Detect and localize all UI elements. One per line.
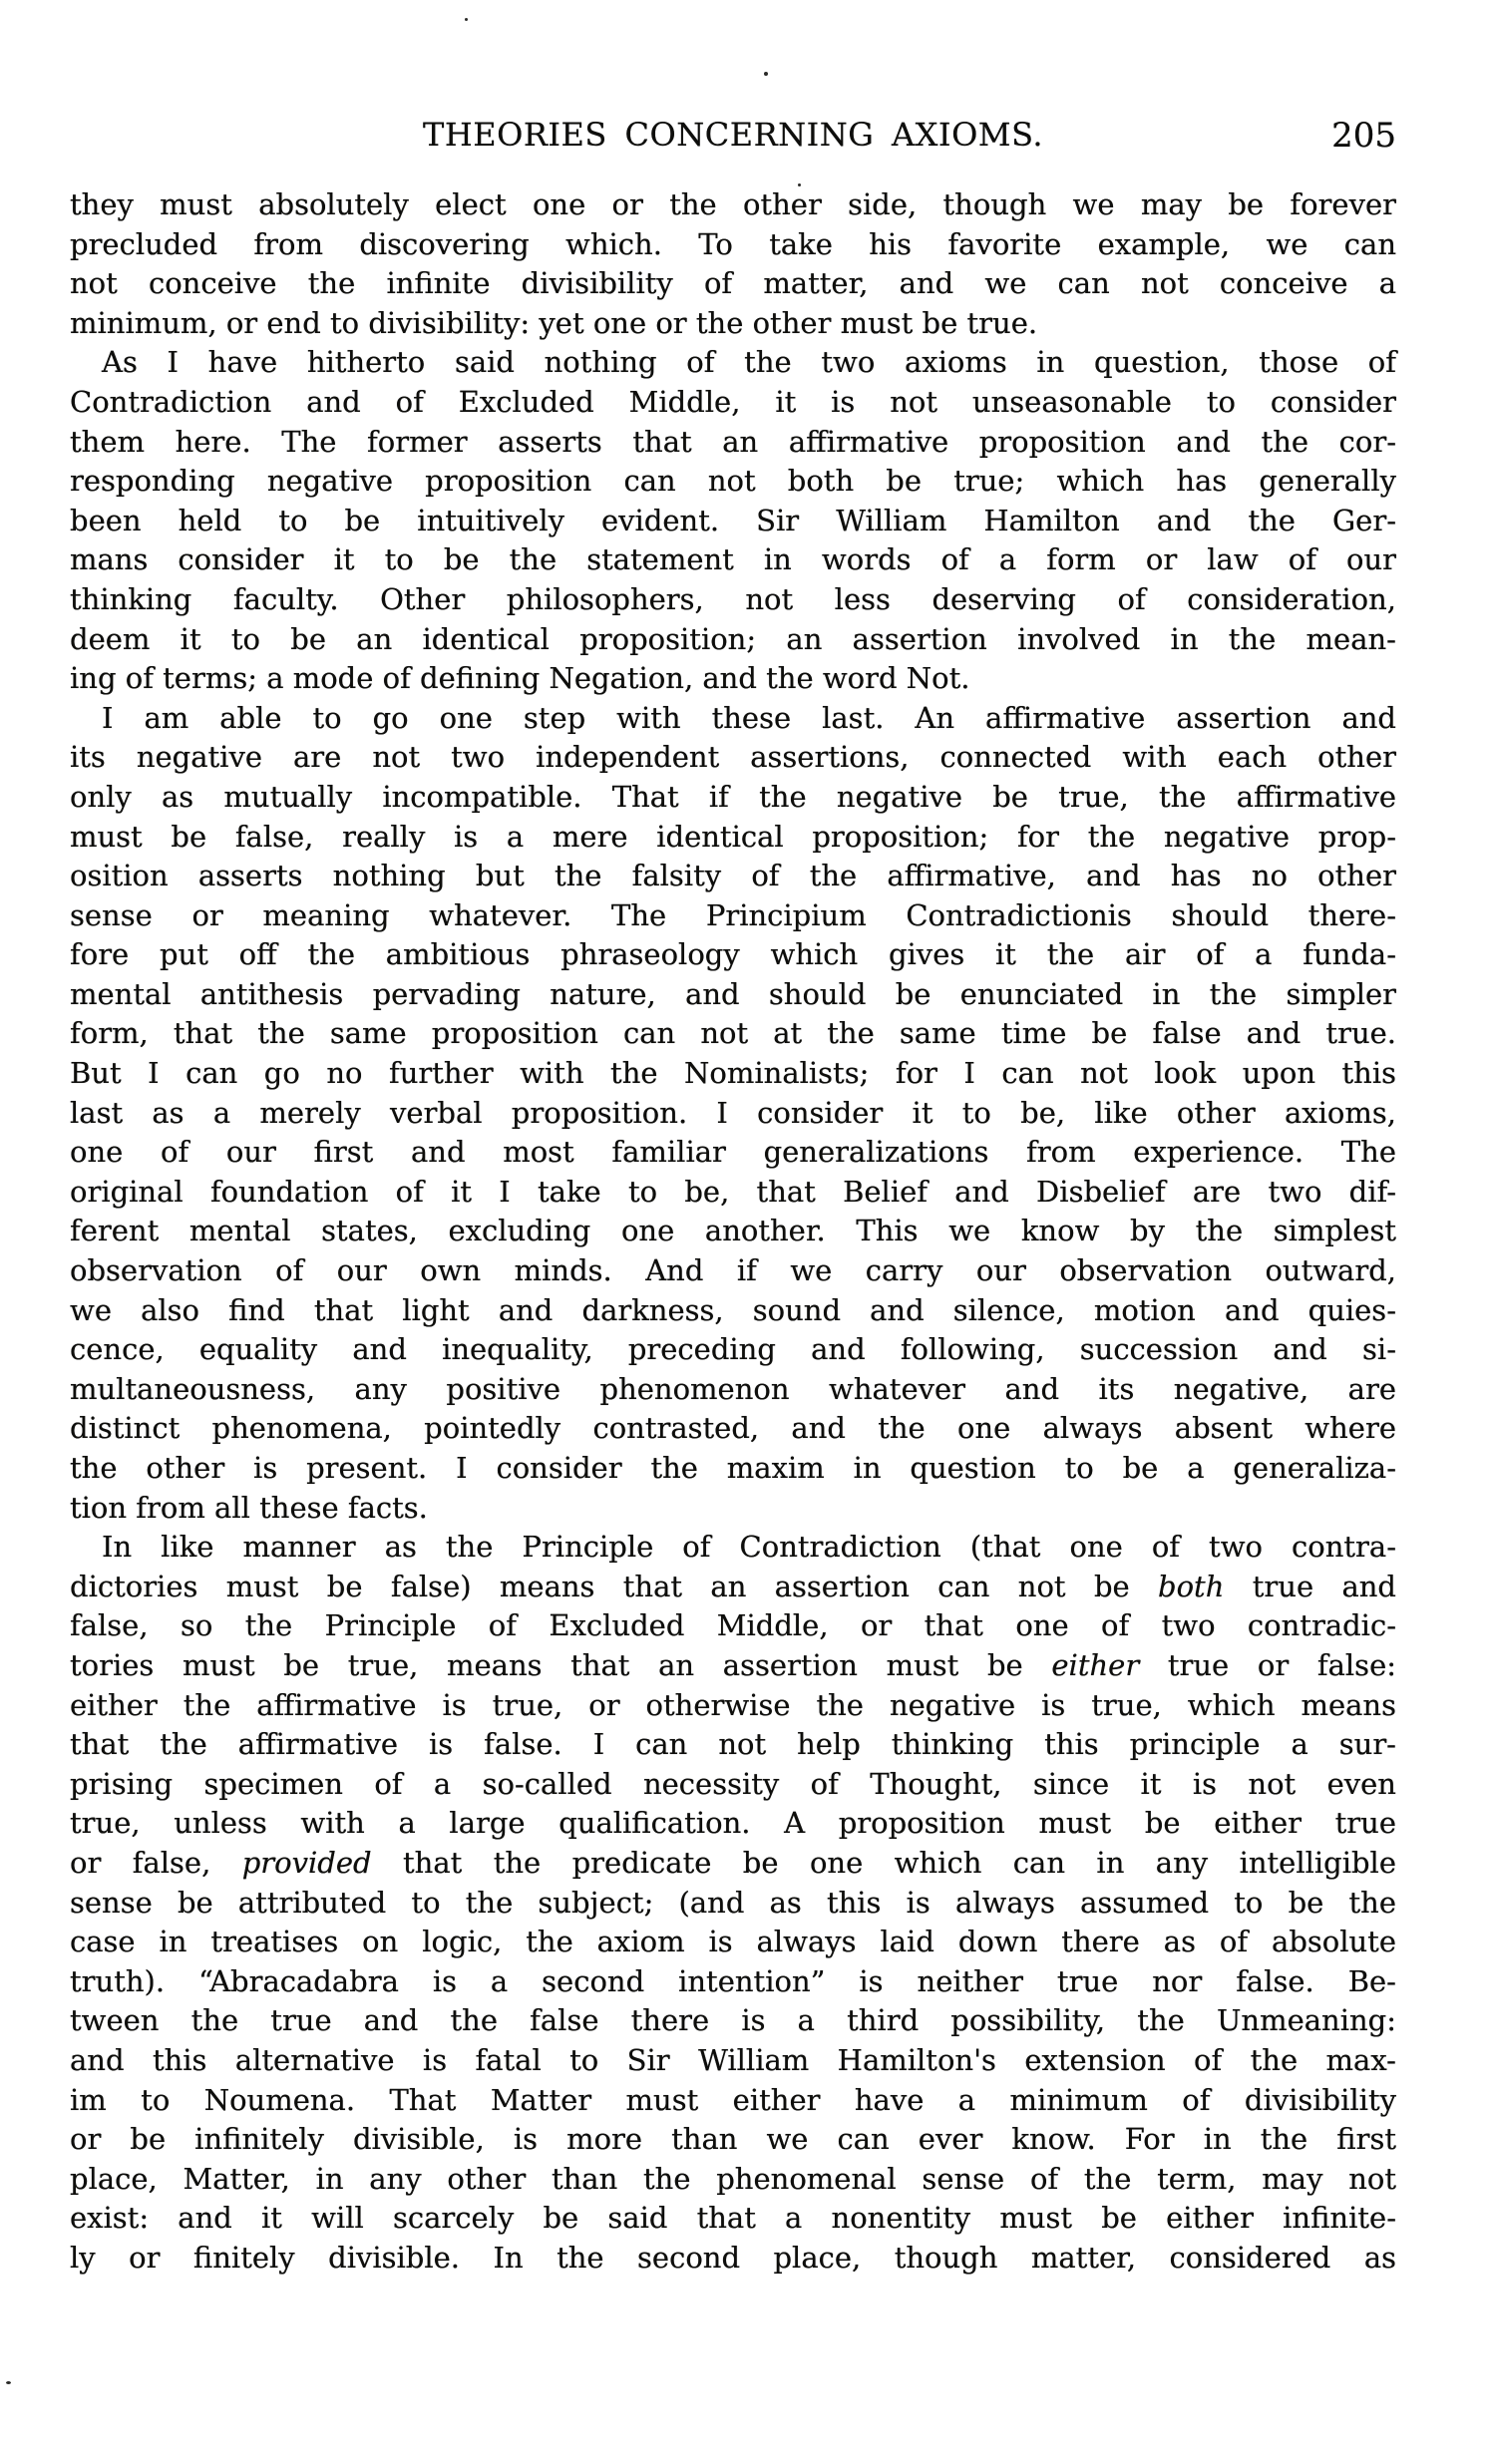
text-line [70,1014,1396,1054]
text-segment: only as mutually incompatible. That if the negative be true, the affirmative [70,779,1396,814]
text-line [70,975,1396,1015]
text-segment: or be infinitely divisible, is more than we can ever know. For in the first [70,2122,1396,2157]
text-line [70,1094,1396,1134]
text-segment: tween the true and the false there is a third possibility, the Unmeaning: [70,2003,1396,2038]
scan-speck [764,72,768,76]
text-line [70,1370,1396,1410]
text-segment: false, so the Principle of Excluded Middle, or that one of two contradic- [70,1608,1396,1643]
text-line [70,2001,1396,2041]
text-line [70,580,1396,620]
text-segment: dictories must be false) means that an assertion can not be [70,1569,1159,1603]
text-segment: distinct phenomena, pointedly contrasted, and the one always absent where [70,1411,1396,1446]
text-line [70,620,1396,660]
running-head [70,116,1396,158]
text-segment: prising specimen of a so-called necessity of Thought, since it is not even [70,1766,1396,1801]
text-line [70,502,1396,541]
text-segment: Contradiction and of Excluded Middle, it is not unseasonable to consider [70,384,1396,419]
text-segment: precluded from discovering which. To take his favorite example, we can [70,226,1396,261]
text-segment: I am able to go one step with these last. An affirmative assertion and [102,700,1396,735]
italic-text-segment: either [1051,1647,1140,1682]
text-segment: But I can go no further with the Nominalists; for I can not look upon this [70,1056,1396,1091]
text-segment: mental antithesis pervading nature, and should be enunciated in the simpler [70,976,1396,1011]
text-line [70,1251,1396,1291]
text-line [70,738,1396,778]
text-segment: In like manner as the Principle of Contradiction (that one of two contra- [102,1530,1396,1565]
text-segment: been held to be intuitively evident. Sir William Hamilton and the Ger- [70,503,1396,537]
text-segment: fore put off the ambitious phraseology which gives it the air of a funda- [70,937,1396,972]
text-line [70,2160,1396,2200]
text-line [70,1765,1396,1805]
text-segment: tion from all these facts. [70,1490,428,1525]
text-line [70,1725,1396,1765]
text-segment: one of our first and most familiar generalizations from experience. The [70,1135,1396,1170]
text-line [70,1884,1396,1924]
text-line [70,1528,1396,1568]
text-segment: either the affirmative is true, or otherwise the negative is true, which means [70,1687,1396,1722]
text-line [70,2239,1396,2279]
text-segment: and this alternative is fatal to Sir William Hamilton's extension of the max- [70,2042,1396,2077]
text-segment: last as a merely verbal proposition. I consider it to be, like other axioms, [70,1095,1396,1130]
text-line [70,1409,1396,1449]
text-segment: cence, equality and inequality, preceding and following, succession and si- [70,1332,1396,1367]
text-segment: sense or meaning whatever. The Principium Contradictionis should there- [70,897,1396,932]
text-segment: ly or finitely divisible. In the second place, though matter, considered as [70,2240,1396,2275]
text-line [70,2120,1396,2160]
text-segment: or false, [70,1845,242,1880]
text-line [70,857,1396,896]
text-line [70,1686,1396,1726]
text-segment: thinking faculty. Other philosophers, not less deserving of consideration, [70,581,1396,616]
text-segment: they must absolutely elect one or the other side, though we may be forever [70,187,1396,221]
text-line [70,2199,1396,2239]
text-line [70,225,1396,265]
text-segment: tories must be true, means that an assertion must be [70,1647,1052,1682]
text-line [70,1330,1396,1370]
text-segment: its negative are not two independent assertions, connected with each other [70,740,1396,775]
italic-text-segment: provided [241,1845,372,1880]
text-segment: minimum, or end to divisibility: yet one or the other must be true. [70,305,1038,340]
text-segment: As I have hitherto said nothing of the two axioms in question, those of [102,345,1396,380]
text-line [70,462,1396,502]
page-body [70,185,1396,2278]
text-segment: must be false, really is a mere identical proposition; for the negative prop- [70,819,1396,854]
text-line [70,935,1396,975]
text-segment: mans consider it to be the statement in words of a form or law of our [70,542,1396,577]
text-segment: responding negative proposition can not both be true; which has generally [70,464,1396,499]
text-segment: im to Noumena. That Matter must either have a minimum of divisibility [70,2082,1396,2117]
text-line [70,264,1396,304]
text-line [70,185,1396,225]
text-segment: them here. The former asserts that an affirmative proposition and the cor- [70,424,1396,459]
text-segment: true, unless with a large qualification. A proposition must be either true [70,1806,1396,1841]
scan-speck [465,18,468,21]
text-line [70,343,1396,383]
text-segment: that the affirmative is false. I can not help thinking this principle a sur- [70,1727,1396,1762]
text-segment: the other is present. I consider the maxim in question to be a generaliza- [70,1451,1396,1485]
italic-text-segment: both [1158,1569,1225,1603]
text-line [70,1212,1396,1251]
text-line [70,304,1396,344]
text-line [70,896,1396,936]
text-line [70,1054,1396,1094]
text-segment: ferent mental states, excluding one another. This we know by the simplest [70,1214,1396,1248]
text-segment: ing of terms; a mode of defining Negation, and the word Not. [70,661,970,696]
text-segment: place, Matter, in any other than the phenomenal sense of the term, may not [70,2161,1396,2196]
text-line [70,2081,1396,2121]
text-line [70,2041,1396,2081]
text-line [70,659,1396,699]
text-segment: case in treatises on logic, the axiom is always laid down there as of absolute [70,1925,1396,1959]
text-line [70,1804,1396,1844]
text-line [70,1449,1396,1489]
text-segment: we also find that light and darkness, sound and silence, motion and quies- [70,1292,1396,1327]
text-line [70,383,1396,423]
text-line [70,1291,1396,1331]
text-line [70,818,1396,858]
text-line [70,1606,1396,1646]
text-segment: osition asserts nothing but the falsity of the affirmative, and has no other [70,859,1396,893]
text-line [70,1489,1396,1529]
text-line [70,1646,1396,1686]
text-segment: true or false: [1139,1647,1396,1682]
page-title: THEORIES CONCERNING AXIOMS. [422,116,1044,154]
text-segment: deem it to be an identical proposition; an assertion involved in the mean- [70,621,1396,656]
text-segment: original foundation of it I take to be, that Belief and Disbelief are two dif- [70,1174,1396,1209]
text-segment: exist: and it will scarcely be said that a nonentity must be either infinite- [70,2201,1396,2236]
text-segment: true and [1224,1569,1396,1603]
text-segment: truth). “Abracadabra is a second intention” is neither true nor false. Be- [70,1963,1396,1998]
text-line [70,1844,1396,1884]
text-line [70,540,1396,580]
text-line [70,1173,1396,1213]
text-segment: not conceive the infinite divisibility of matter, and we can not conceive a [70,266,1396,301]
text-line [70,1133,1396,1173]
text-segment: sense be attributed to the subject; (and as this is always assumed to be the [70,1885,1396,1920]
scan-speck [798,183,801,186]
text-line [70,1568,1396,1607]
scan-speck [6,2381,11,2384]
text-segment: form, that the same proposition can not at the same time be false and true. [70,1016,1396,1051]
page-number: 205 [1331,116,1396,156]
text-segment: multaneousness, any positive phenomenon whatever and its negative, are [70,1371,1396,1406]
text-line [70,1962,1396,2002]
text-line [70,1923,1396,1962]
text-line [70,423,1396,463]
text-segment: observation of our own minds. And if we carry our observation outward, [70,1253,1396,1288]
text-line [70,699,1396,739]
text-line [70,778,1396,818]
text-segment: that the predicate be one which can in any intelligible [371,1845,1396,1880]
